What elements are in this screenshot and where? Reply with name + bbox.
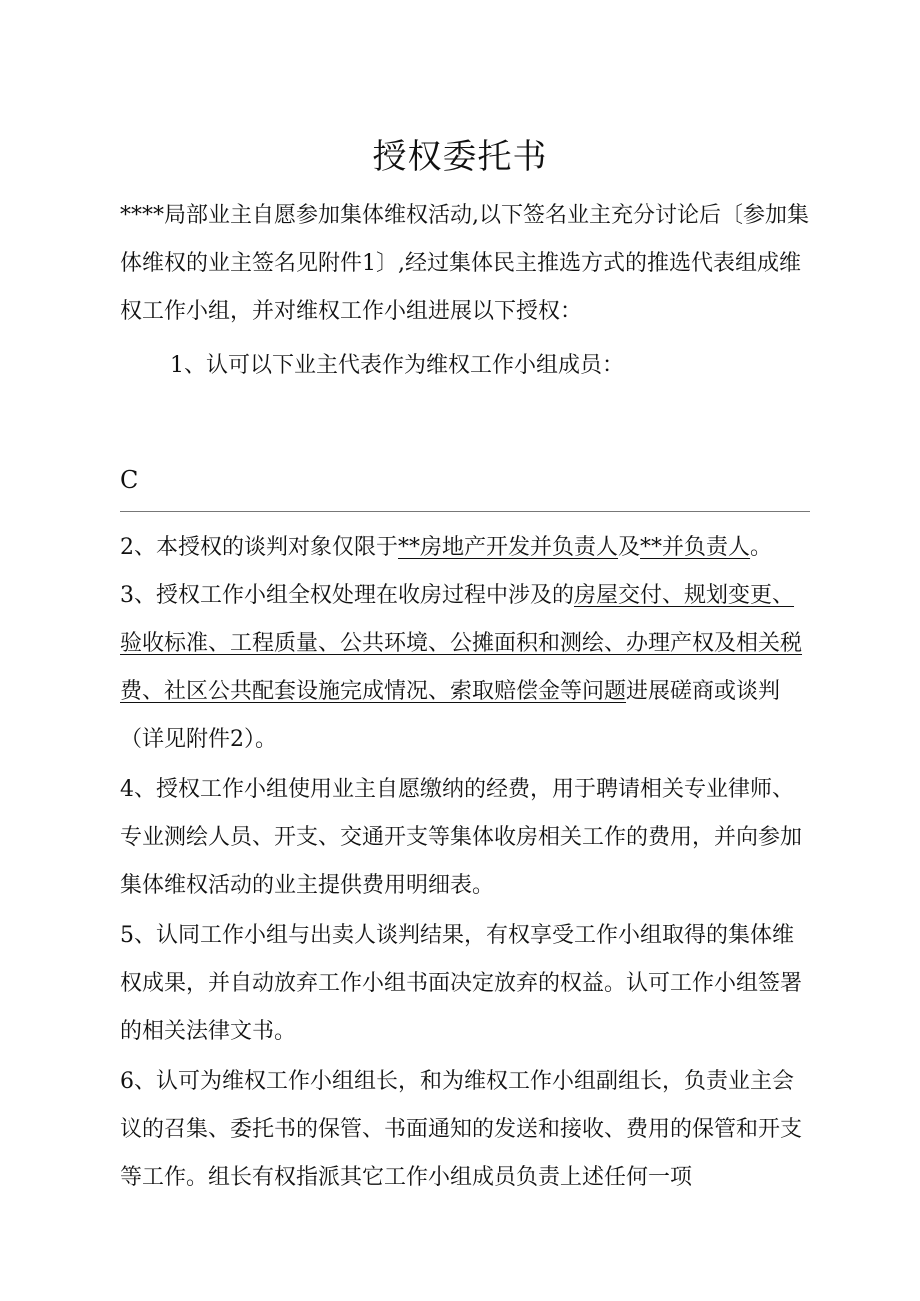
clause-6: 6、认可为维权工作小组组长，和为维权工作小组副组长，负责业主会议的召集、委托书的保管、书面通知的发送和接收、费用的保管和开支等工作。组长有权指派其它工作小组成员负责上述任何一项 <box>120 1069 803 1190</box>
intro-paragraph: ****局部业主自愿参加集体维权活动,以下签名业主充分讨论后〔参加集体维权的业主签名见附件1〕,经过集体民主推选方式的推选代表组成维权工作小组，并对维权工作小组进展以下授权： <box>120 203 809 324</box>
clause-2-prefix: 2、本授权的谈判对象仅限于 <box>120 535 398 560</box>
clause-2-party-1: **房地产开发并负责人 <box>398 535 619 560</box>
clause-5: 5、认同工作小组与出卖人谈判结果，有权享受工作小组取得的集体维权成果，并自动放弃工作小组书面决定放弃的权益。认可工作小组签署的相关法律文书。 <box>120 923 803 1044</box>
member-list-placeholder: C <box>120 466 139 494</box>
clause-2 <box>120 524 810 572</box>
clause-2-party-2: **并负责人 <box>640 535 751 560</box>
clause-3-prefix: 3、授权工作小组全权处理在收房过程中涉及的 <box>120 583 574 608</box>
clause-1: 1、认可以下业主代表作为维权工作小组成员： <box>170 353 624 378</box>
clause-2-middle: 及 <box>618 535 641 560</box>
clause-2-suffix: 。 <box>750 535 773 560</box>
clause-4: 4、授权工作小组使用业主自愿缴纳的经费，用于聘请相关专业律师、专业测绘人员、开支、交通开支等集体收房相关工作的费用，并向参加集体维权活动的业主提供费用明细表。 <box>120 777 803 898</box>
clause-3 <box>120 572 810 764</box>
clause-3-suffix: 进展磋商或谈判（详见附件2）。 <box>120 679 781 752</box>
clause-3-scope: 房屋交付、规划变更、验收标准、工程质量、公共环境、公摊面积和测绘、办理产权及相关税费、社区公共配套设施完成情况、索取赔偿金等问题 <box>120 583 803 704</box>
horizontal-rule <box>120 511 810 512</box>
document-title: 授权委托书 <box>372 137 548 177</box>
